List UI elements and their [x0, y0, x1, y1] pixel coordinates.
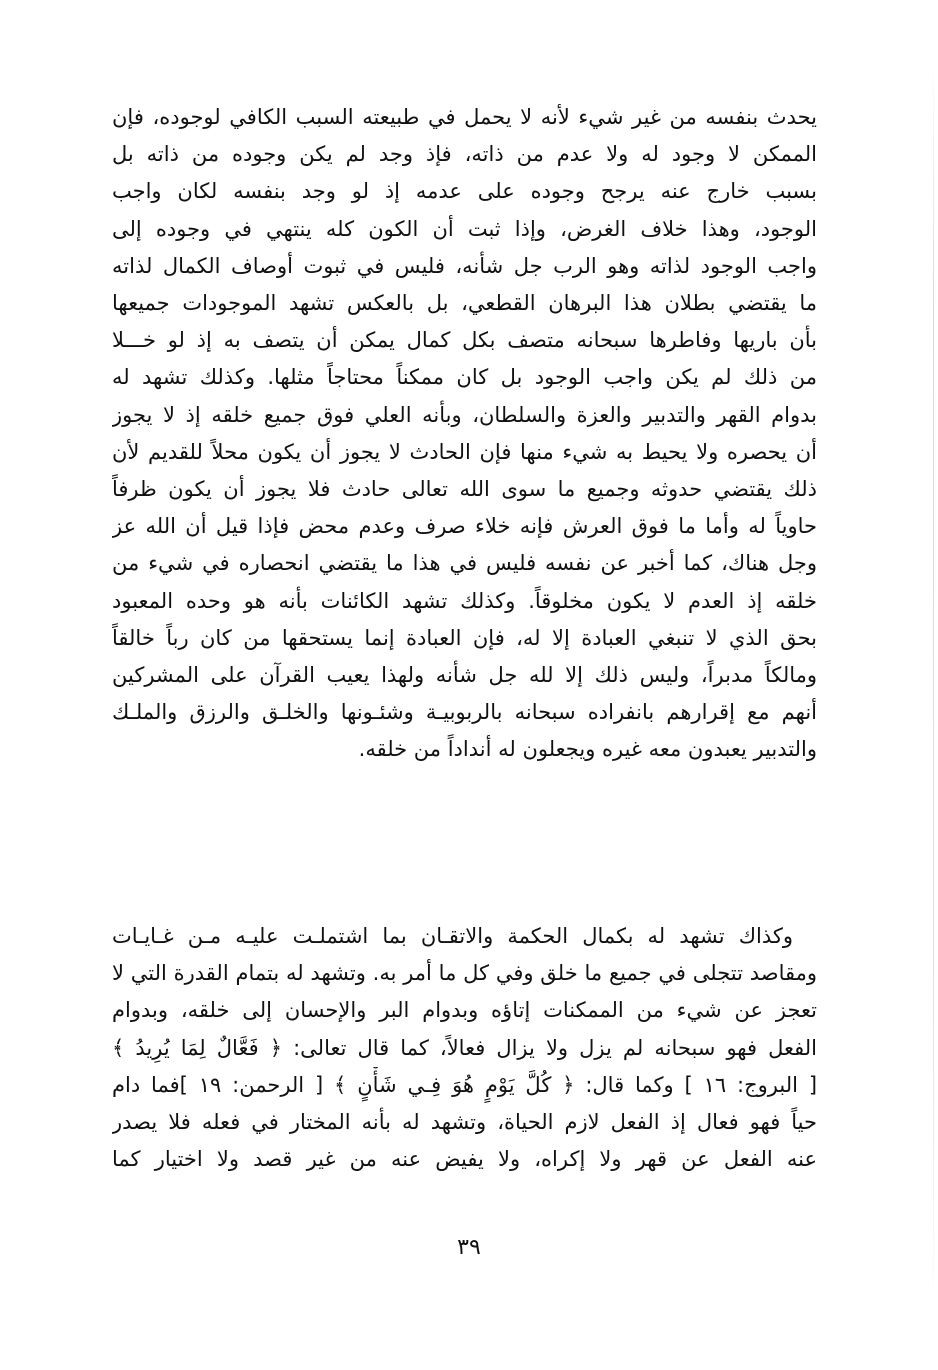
text-line: الممكن لا وجود له ولا عدم من ذاته، فإذ وجد لم يكن وجوده من ذاته بل — [112, 142, 817, 167]
text-line: الفعل فهو سبحانه لم يزل ولا يزال فعالاً، كما قال تعالى: ﴿ فَعَّالٌ لِمَا يُرِيدُ ﴾ — [112, 1035, 817, 1060]
text-line: يحدث بنفسه من غير شيء لأنه لا يحمل في طبيعته السبب الكافي لوجوده، فإن — [112, 105, 817, 129]
text-line: عنه الفعل عن قهر ولا إكراه، ولا يفيض عنه من غير قصد ولا اختيار كما — [112, 1147, 817, 1172]
text-line: واجب الوجود لذاته وهو الرب جل شأنه، فليس في ثبوت أوصاف الكمال لذاته — [112, 253, 817, 278]
text-line: أنهم مع إقرارهم بانفراده سبحانه بالربوبيـة وشئـونها والخلـق والرزق والملـك — [112, 700, 817, 725]
text-line: ذلك يقتضي حدوثه وجميع ما سوى الله تعالى حادث فلا يجوز أن يكون ظرفاً — [112, 477, 817, 502]
text-line: ومقاصد تتجلى في جميع ما خلق وفي كل ما أمر به. وتشهد له بتمام القدرة التي لا — [112, 961, 817, 986]
text-line: من ذلك لم يكن واجب الوجود بل كان ممكناً محتاجاً مثلها. وكذلك تشهد له — [112, 365, 817, 390]
text-line: ما يقتضي بطلان هذا البرهان القطعي، بل بالعكس تشهد الموجودات جميعها — [112, 291, 817, 316]
paragraph-2 — [112, 918, 817, 1178]
text-line: وكذاك تشهد له بكمال الحكمة والاتقـان بما اشتملـت عليـه مـن غـايـات — [112, 924, 793, 948]
page-edge-shadow — [933, 60, 934, 1310]
text-line: [ البروج: ١٦ ] وكما قال: ﴿ كُلَّ يَوْمٍ هُوَ فِـي شَأْنٍ ﴾ [ الرحمن: ١٩ ]فما دام — [112, 1072, 817, 1097]
text-line: وجل هناك، كما أخبر عن نفسه فليس في هذا ما يقتضي انحصاره في شيء من — [112, 551, 817, 576]
text-line: خلقه إذ العدم لا يكون مخلوقاً. وكذلك تشهد الكائنات بأنه هو وحده المعبود — [112, 588, 817, 613]
page-number: ٣٩ — [457, 1235, 481, 1260]
text-line: ومالكاً مدبراً، وليس ذلك إلا لله جل شأنه ولهذا يعيب القرآن على المشركين — [112, 663, 817, 688]
text-line: حياً فهو فعال إذ الفعل لازم الحياة، وتشهد له بأنه المختار في فعله فلا يصدر — [112, 1110, 817, 1135]
text-line: أن يحصره ولا يحيط به شيء منها فإن الحادث لا يجوز أن يكون محلاً للقديم لأن — [112, 439, 817, 464]
text-line: بسبب خارج عنه يرجح وجوده على عدمه إذ لو وجد بنفسه لكان واجب — [112, 179, 817, 204]
text-line: بدوام القهر والتدبير والعزة والسلطان، وبأنه العلي فوق جميع خلقه إذ لا يجوز — [112, 402, 817, 427]
text-line: والتدبير يعبدون معه غيره ويجعلون له أنداداً من خلقه. — [358, 737, 817, 762]
text-line: حاوياً له وأما ما فوق العرش فإنه خلاء صرف وعدم محض فإذا قيل أن الله عز — [112, 514, 817, 539]
text-line: بأن باريها وفاطرها سبحانه متصف بكل كمال يمكن أن يتصف به إذ لو خـــلا — [112, 328, 817, 353]
text-line: بحق الذي لا تنبغي العبادة إلا له، فإن العبادة إنما يستحقها من كان رباً خالقاً — [112, 625, 817, 650]
text-line: تعجز عن شيء من الممكنات إتاؤه وبدوام البر والإحسان إلى خلقه، وبدوام — [112, 998, 817, 1023]
text-line: الوجود، وهذا خلاف الغرض، وإذا ثبت أن الكون كله ينتهي في وجوده إلى — [112, 216, 817, 241]
paragraph-1 — [112, 99, 817, 769]
